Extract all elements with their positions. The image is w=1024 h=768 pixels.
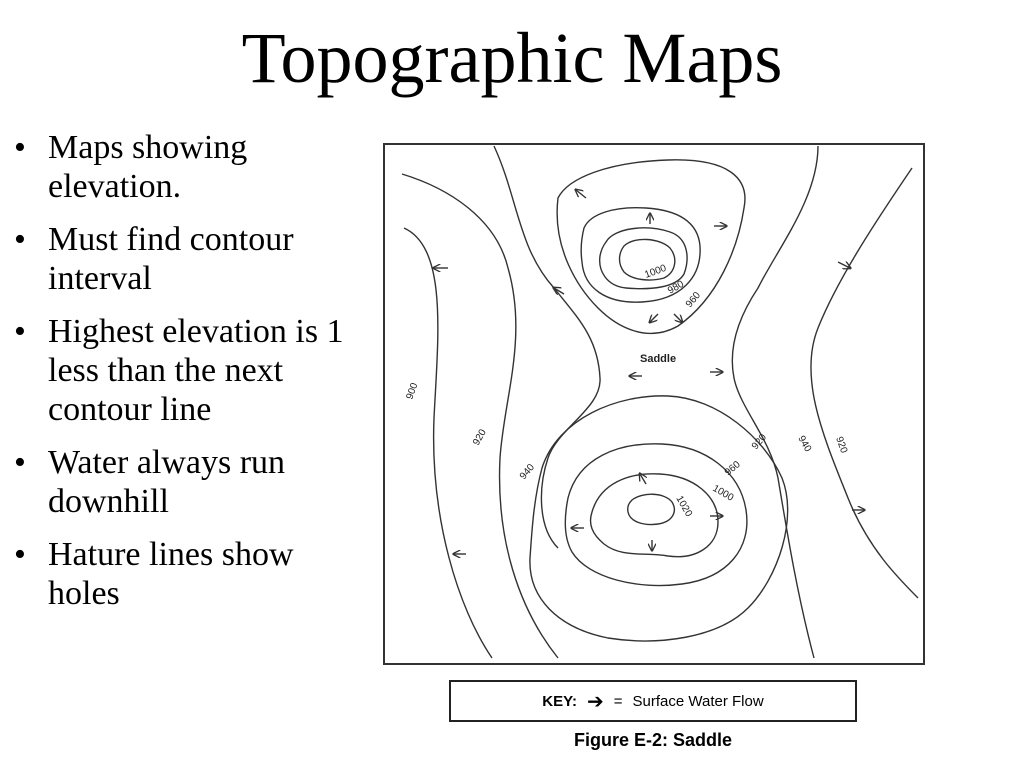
contour-label: 960 xyxy=(722,459,743,479)
figure-caption: Figure E-2: Saddle xyxy=(573,730,733,750)
bullet-dot: • xyxy=(14,221,26,258)
map-key xyxy=(449,680,857,722)
bullet-item: • Water always run downhill xyxy=(14,444,286,520)
bullet-item: • Highest elevation is 1 less than the next contour line xyxy=(14,313,344,428)
contour-label: 920 xyxy=(833,435,850,455)
key-equals: = xyxy=(613,692,623,710)
saddle-label: Saddle xyxy=(640,353,677,365)
contour-label: 1000 xyxy=(710,483,736,504)
bullet-item: • Must find contour interval xyxy=(14,221,294,297)
contour-label: 980 xyxy=(666,278,686,297)
bullet-item: • Hature lines show holes xyxy=(14,536,294,612)
arrow-right-icon: ➔ xyxy=(587,690,604,713)
bullet-dot: • xyxy=(14,536,26,573)
contour-label: 940 xyxy=(517,462,538,482)
bullet-item: • Maps showing elevation. xyxy=(14,129,248,205)
contour-label: 920 xyxy=(749,432,770,452)
contour-label: 900 xyxy=(404,381,421,402)
saddle-topographic-map xyxy=(378,138,934,674)
slide-title: Topographic Maps xyxy=(241,18,783,98)
contour-label: 1000 xyxy=(643,262,668,281)
contour-label: 960 xyxy=(683,290,704,310)
bullet-dot: • xyxy=(14,313,26,350)
contour-label: 940 xyxy=(795,434,814,454)
contour-label: 920 xyxy=(471,427,489,448)
bullet-dot: • xyxy=(14,444,26,481)
contour-label: 1020 xyxy=(673,494,695,519)
key-text: Surface Water Flow xyxy=(632,692,764,710)
bullet-dot: • xyxy=(14,129,26,166)
bullet-list xyxy=(14,128,354,627)
key-label: KEY: xyxy=(542,692,578,710)
